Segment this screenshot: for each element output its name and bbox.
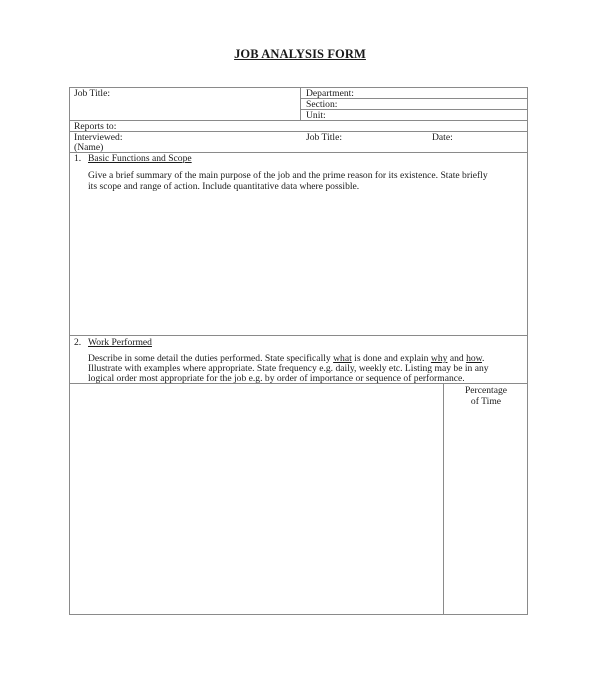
- job-analysis-form: [69, 87, 528, 615]
- section-2-heading: Work Performed: [88, 337, 152, 348]
- section-2-instructions: Illustrate with examples where appropriate. State frequency e.g. daily, weekly etc. Listing may be in any: [88, 363, 489, 374]
- instr-text: .: [481, 353, 485, 364]
- reports-to-field[interactable]: Reports to:: [74, 121, 117, 132]
- basic-functions-input-area[interactable]: [70, 194, 528, 334]
- section-1-instructions: Give a brief summary of the main purpose of the job and the prime reason for its existence. State briefly: [88, 170, 488, 181]
- section-2-number: 2.: [74, 337, 82, 348]
- department-field[interactable]: Department:: [306, 88, 354, 99]
- work-performed-input-area[interactable]: [70, 384, 443, 615]
- form-title: JOB ANALYSIS FORM: [234, 47, 366, 61]
- job-title-field[interactable]: Job Title:: [74, 88, 110, 99]
- instr-how: how: [466, 353, 482, 364]
- percentage-column-header: [444, 385, 528, 407]
- divider: [70, 335, 528, 336]
- instr-text: is done and explain: [351, 353, 431, 364]
- instr-text: and: [447, 353, 467, 364]
- instr-why: why: [430, 353, 448, 364]
- section-field[interactable]: Section:: [306, 99, 338, 110]
- percentage-input-area[interactable]: [444, 408, 528, 615]
- section-1-heading: Basic Functions and Scope: [88, 153, 192, 164]
- divider: [70, 120, 528, 121]
- percentage-header-line: Percentage: [464, 385, 508, 396]
- instr-what: what: [333, 353, 352, 364]
- interviewed-name-hint: (Name): [74, 142, 104, 153]
- section-2-instructions: logical order most appropriate for the job e.g. by order of importance or sequence of performance.: [88, 373, 465, 384]
- date-field[interactable]: Date:: [432, 132, 453, 143]
- divider: [70, 131, 528, 132]
- percentage-header-line: of Time: [470, 396, 502, 407]
- unit-field[interactable]: Unit:: [306, 110, 326, 121]
- section-1-instructions: its scope and range of action. Include quantitative data where possible.: [88, 181, 360, 192]
- instr-text: Describe in some detail the duties performed. State specifically: [88, 353, 334, 364]
- header-divider: [300, 88, 301, 120]
- interviewer-job-title-field[interactable]: Job Title:: [306, 132, 342, 143]
- interviewed-field[interactable]: Interviewed:: [74, 132, 123, 143]
- section-1-number: 1.: [74, 153, 82, 164]
